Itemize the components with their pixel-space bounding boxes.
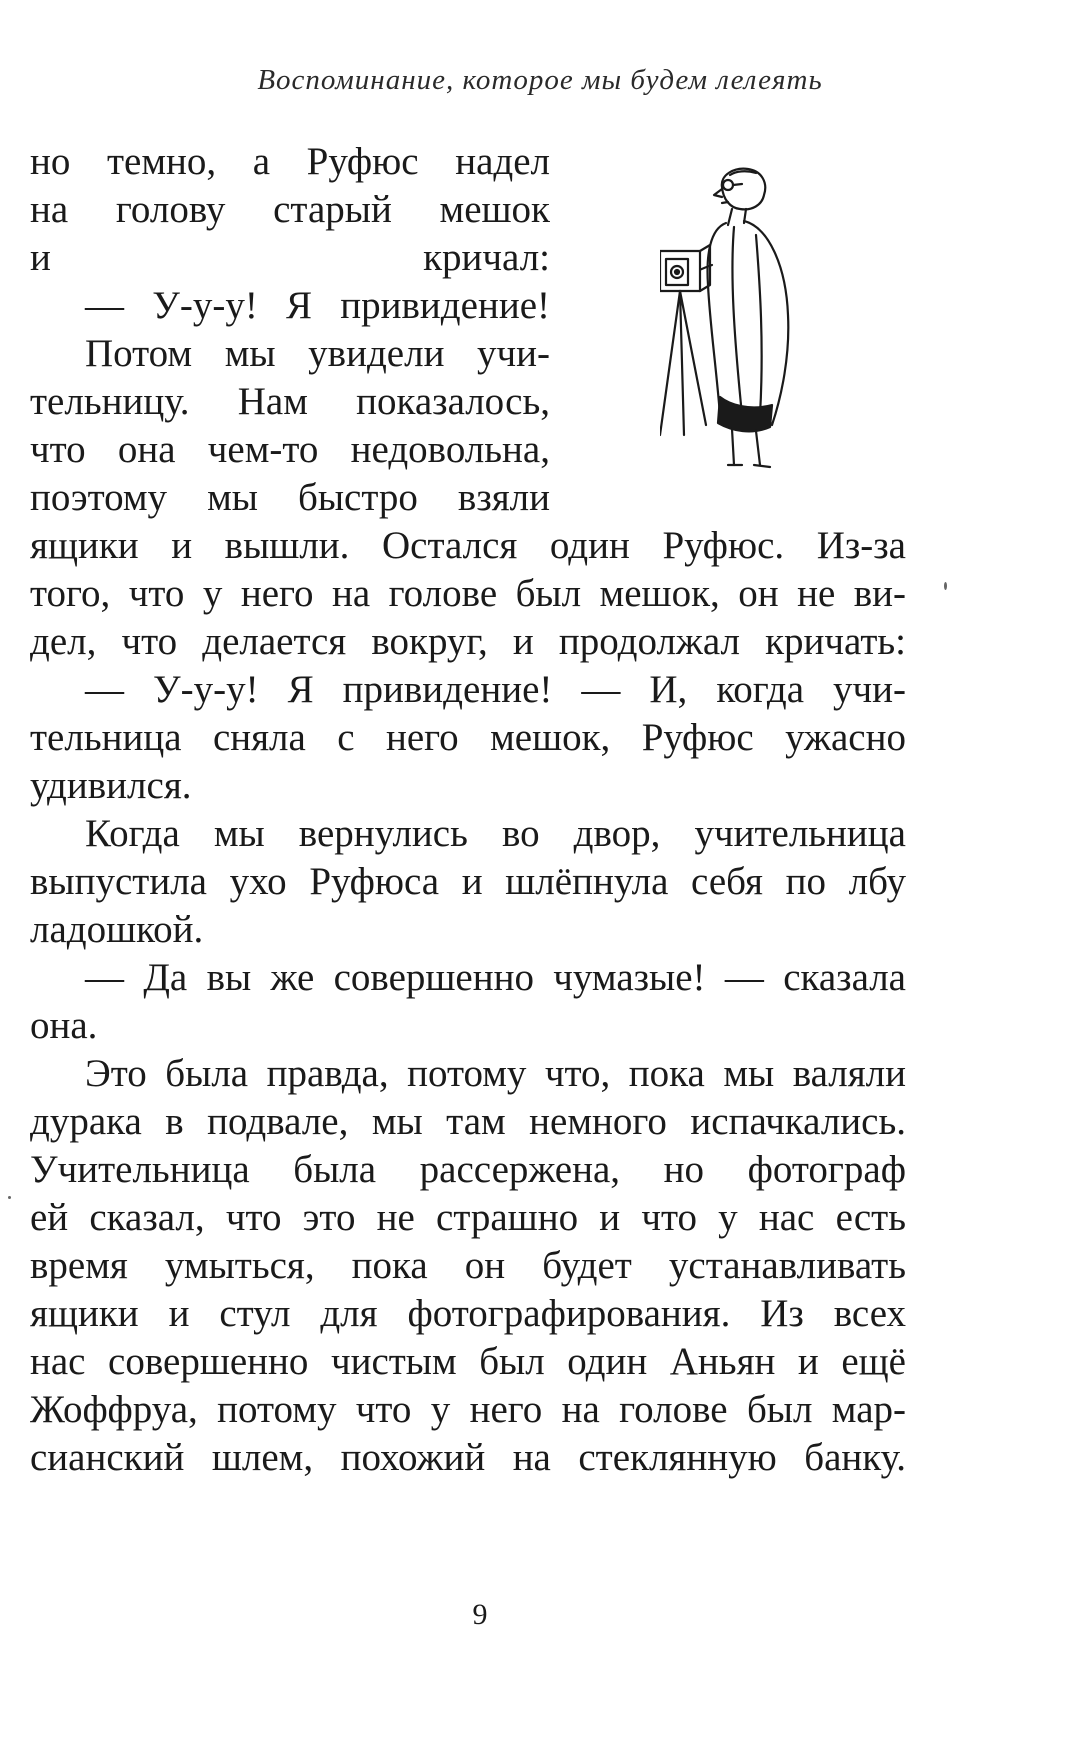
photographer-illustration (660, 165, 880, 505)
text-line: дел, что делается вокруг, и продолжал кричать: (30, 620, 906, 663)
text-line: тельница сняла с него мешок, Руфюс ужасно (30, 716, 906, 759)
text-line: ей сказал, что это не страшно и что у нас есть (30, 1196, 906, 1239)
text-line: но темно, а Руфюс надел (30, 140, 550, 183)
text-line: Учительница была рассержена, но фотограф (30, 1148, 906, 1191)
print-speck (944, 582, 947, 590)
text-line: на голову старый мешок (30, 188, 550, 231)
text-line: она. (30, 1004, 98, 1047)
text-line: тельницу. Нам показалось, (30, 380, 550, 423)
text-line: поэтому мы быстро взяли (30, 476, 550, 519)
text-line: — У-у-у! Я привидение! — И, когда учи- (85, 668, 906, 711)
text-line: Потом мы увидели учи- (85, 332, 550, 375)
text-line: выпустила ухо Руфюса и шлёпнула себя по лбу (30, 860, 906, 903)
text-line: ящики и вышли. Остался один Руфюс. Из-за (30, 524, 906, 567)
text-line: сианский шлем, похожий на стеклянную банку. (30, 1436, 906, 1479)
text-line: Жоффруа, потому что у него на голове был мар- (30, 1388, 906, 1431)
text-line: ладошкой. (30, 908, 204, 951)
text-line: и кричал: (30, 236, 550, 279)
text-line: — У-у-у! Я привидение! (85, 284, 550, 327)
page-number: 9 (472, 1598, 488, 1631)
text-line: ящики и стул для фотографирования. Из всех (30, 1292, 906, 1335)
text-line: Это была правда, потому что, пока мы валяли (85, 1052, 906, 1095)
text-line: того, что у него на голове был мешок, он не ви- (30, 572, 906, 615)
text-line: дурака в подвале, мы там немного испачкались. (30, 1100, 906, 1143)
text-line: Когда мы вернулись во двор, учительница (85, 812, 906, 855)
text-line: удивился. (30, 764, 192, 807)
running-head: Воспоминание, которое мы будем лелеять (257, 64, 823, 96)
text-line: нас совершенно чистым был один Аньян и ещё (30, 1340, 906, 1383)
text-line: что она чем-то недовольна, (30, 428, 550, 471)
text-line: время умыться, пока он будет устанавливать (30, 1244, 906, 1287)
print-speck (8, 1196, 11, 1199)
text-line: — Да вы же совершенно чумазые! — сказала (85, 956, 906, 999)
